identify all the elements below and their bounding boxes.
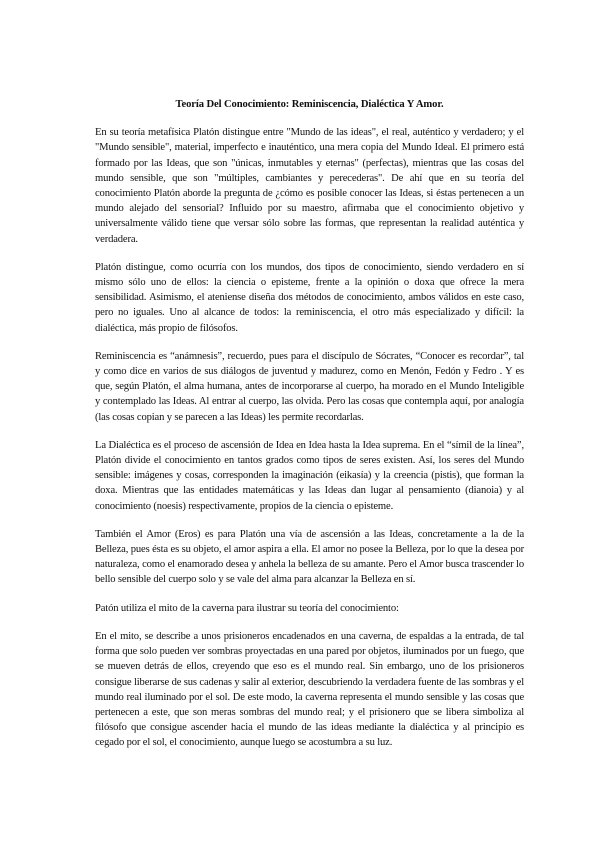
paragraph-reminiscence: Reminiscencia es “anámnesis”, recuerdo, pues para el discípulo de Sócrates, “Conocer es recordar”, tal y como dice en varios de sus diálogos de juventud y madurez, como en Menón, Fedón y Fedro . Y es que, según Platón, el alma humana, antes de incorporarse al cuerpo, ha morado en el Mundo Inteligible y contemplado las Ideas. Al entrar al cuerpo, las olvida. Pero las cosas que contempla aquí, por analogía (las cosas copian y se parecen a las Ideas) les permite recordarlas. [95, 350, 524, 423]
paragraph-theory-of-forms: En su teoría metafísica Platón distingue entre "Mundo de las ideas", el real, auténtico y verdadero; y el "Mundo sensible", material, imperfecto e inauténtico, una mera copia del Mundo Ideal. El primero está formado por las Ideas, que son "únicas, inmutables y eternas" (perfectas), mientras que las cosas del mundo sensible, que son "múltiples, cambiantes y perecederas". De ahí que en su teoría del conocimiento Platón aborde la pregunta de ¿cómo es posible conocer las Ideas, si éstas pertenecen a un mundo alejado del sensorial? Influido por su maestro, afirmaba que el conocimiento objetivo y universalmente válido tiene que versar sólo sobre las formas, que representan la realidad auténtica y verdadera. [95, 127, 524, 245]
paragraph-love: También el Amor (Eros) es para Platón una vía de ascensión a las Ideas, concretamente a la de la Belleza, pues ésta es su objeto, el amor aspira a ella. El amor no posee la Belleza, por lo que la desea por naturaleza, como el enamorado desea y anhela la belleza de su amante. Pero el Amor busca trascender lo bello sensible del cuerpo solo y se vale del alma para alcanzar la Belleza en sí. [95, 528, 524, 586]
paragraph-types-of-knowledge: Platón distingue, como ocurría con los mundos, dos tipos de conocimiento, siendo verdadero en sí mismo sólo uno de ellos: la ciencia o episteme, frente a la opinión o doxa que ofrece la mera sensibilidad. Asimismo, el ateniense diseña dos métodos de conocimiento, ambos válidos en este caso, pero no iguales. Uno al alcance de todos: la reminiscencia, el otro más especializado y difícil: la dialéctica, más propio de filósofos. [95, 261, 524, 334]
paragraph-cave-myth: En el mito, se describe a unos prisioneros encadenados en una caverna, de espaldas a la entrada, de tal forma que solo pueden ver sombras proyectadas en una pared por objetos, iluminados por un fuego, que se mueven detrás de ellos, creyendo que eso es el mundo real. Sin embargo, uno de los prisioneros consigue liberarse de sus cadenas y salir al exterior, descubriendo la verdadera fuente de las sombras y el mundo real iluminado por el sol. De este modo, la caverna representa el mundo sensible y las cosas que pertenecen a este, que son meras sombras del mundo real; y el prisionero que se libera simboliza al filósofo que consigue ascender hacia el mundo de las ideas mediante la dialéctica y al principio es cegado por el sol, el conocimiento, aunque luego se acostumbra a su luz. [95, 630, 524, 749]
document-title: Teoría Del Conocimiento: Reminiscencia, Dialéctica Y Amor. [175, 99, 444, 110]
paragraph-dialectic: La Dialéctica es el proceso de ascensión de Idea en Idea hasta la Idea suprema. En el “símil de la línea”, Platón divide el conocimiento en tantos grados como tipos de seres existen. Así, los seres del Mundo sensible: imágenes y cosas, corresponden la imaginación (eikasía) y la creencia (pistis), que forman la doxa. Mientras que las entidades matemáticas y las Ideas dan lugar al pensamiento (dianoia) y al conocimiento (noesis) respectivamente, propios de la ciencia o episteme. [95, 439, 524, 512]
paragraph-cave-intro: Patón utiliza el mito de la caverna para ilustrar su teoría del conocimiento: [95, 602, 399, 614]
document-page [95, 97, 524, 764]
